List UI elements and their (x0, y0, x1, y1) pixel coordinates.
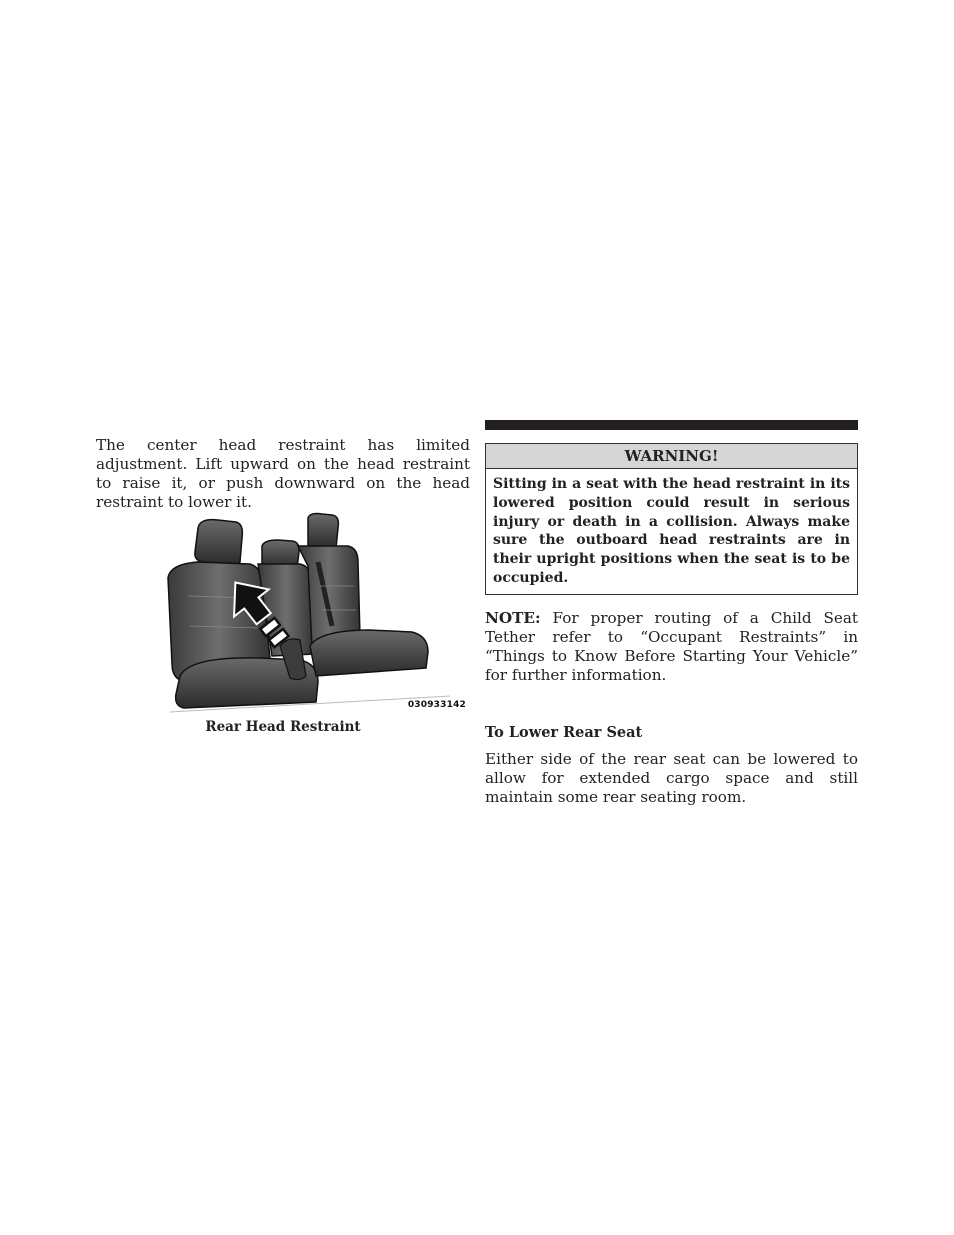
lower-rear-seat-paragraph: Either side of the rear seat can be lowered to allow for extended cargo space and still maintain some rear seating room. (485, 749, 858, 806)
warning-box (485, 443, 858, 595)
section-rule (485, 420, 858, 430)
rear-head-restraint-figure (150, 506, 470, 716)
rear-seat-illustration (150, 506, 470, 716)
figure-code: 030933142 (407, 700, 466, 710)
figure-caption: Rear Head Restraint (205, 719, 361, 735)
note-paragraph (485, 609, 858, 685)
left-column (96, 436, 470, 512)
right-column (485, 420, 858, 807)
note-label: NOTE: (485, 608, 541, 627)
warning-title: WARNING! (486, 444, 857, 469)
section-heading: To Lower Rear Seat (485, 723, 643, 741)
warning-text: Sitting in a seat with the head restraint in its lowered position could result in serious injury or death in a collision. Always make sure the outboard head restraints are in their upright positions when the seat is to be occupied. (493, 476, 850, 586)
head-restraint-paragraph: The center head restraint has limited adjustment. Lift upward on the head restraint to raise it, or push downward on the head restraint to lower it. (96, 436, 470, 511)
note-text: For proper routing of a Child Seat Tether refer to “Occupant Restraints” in “Things to Know Before Starting Your Vehicle” for further information. (485, 608, 858, 684)
